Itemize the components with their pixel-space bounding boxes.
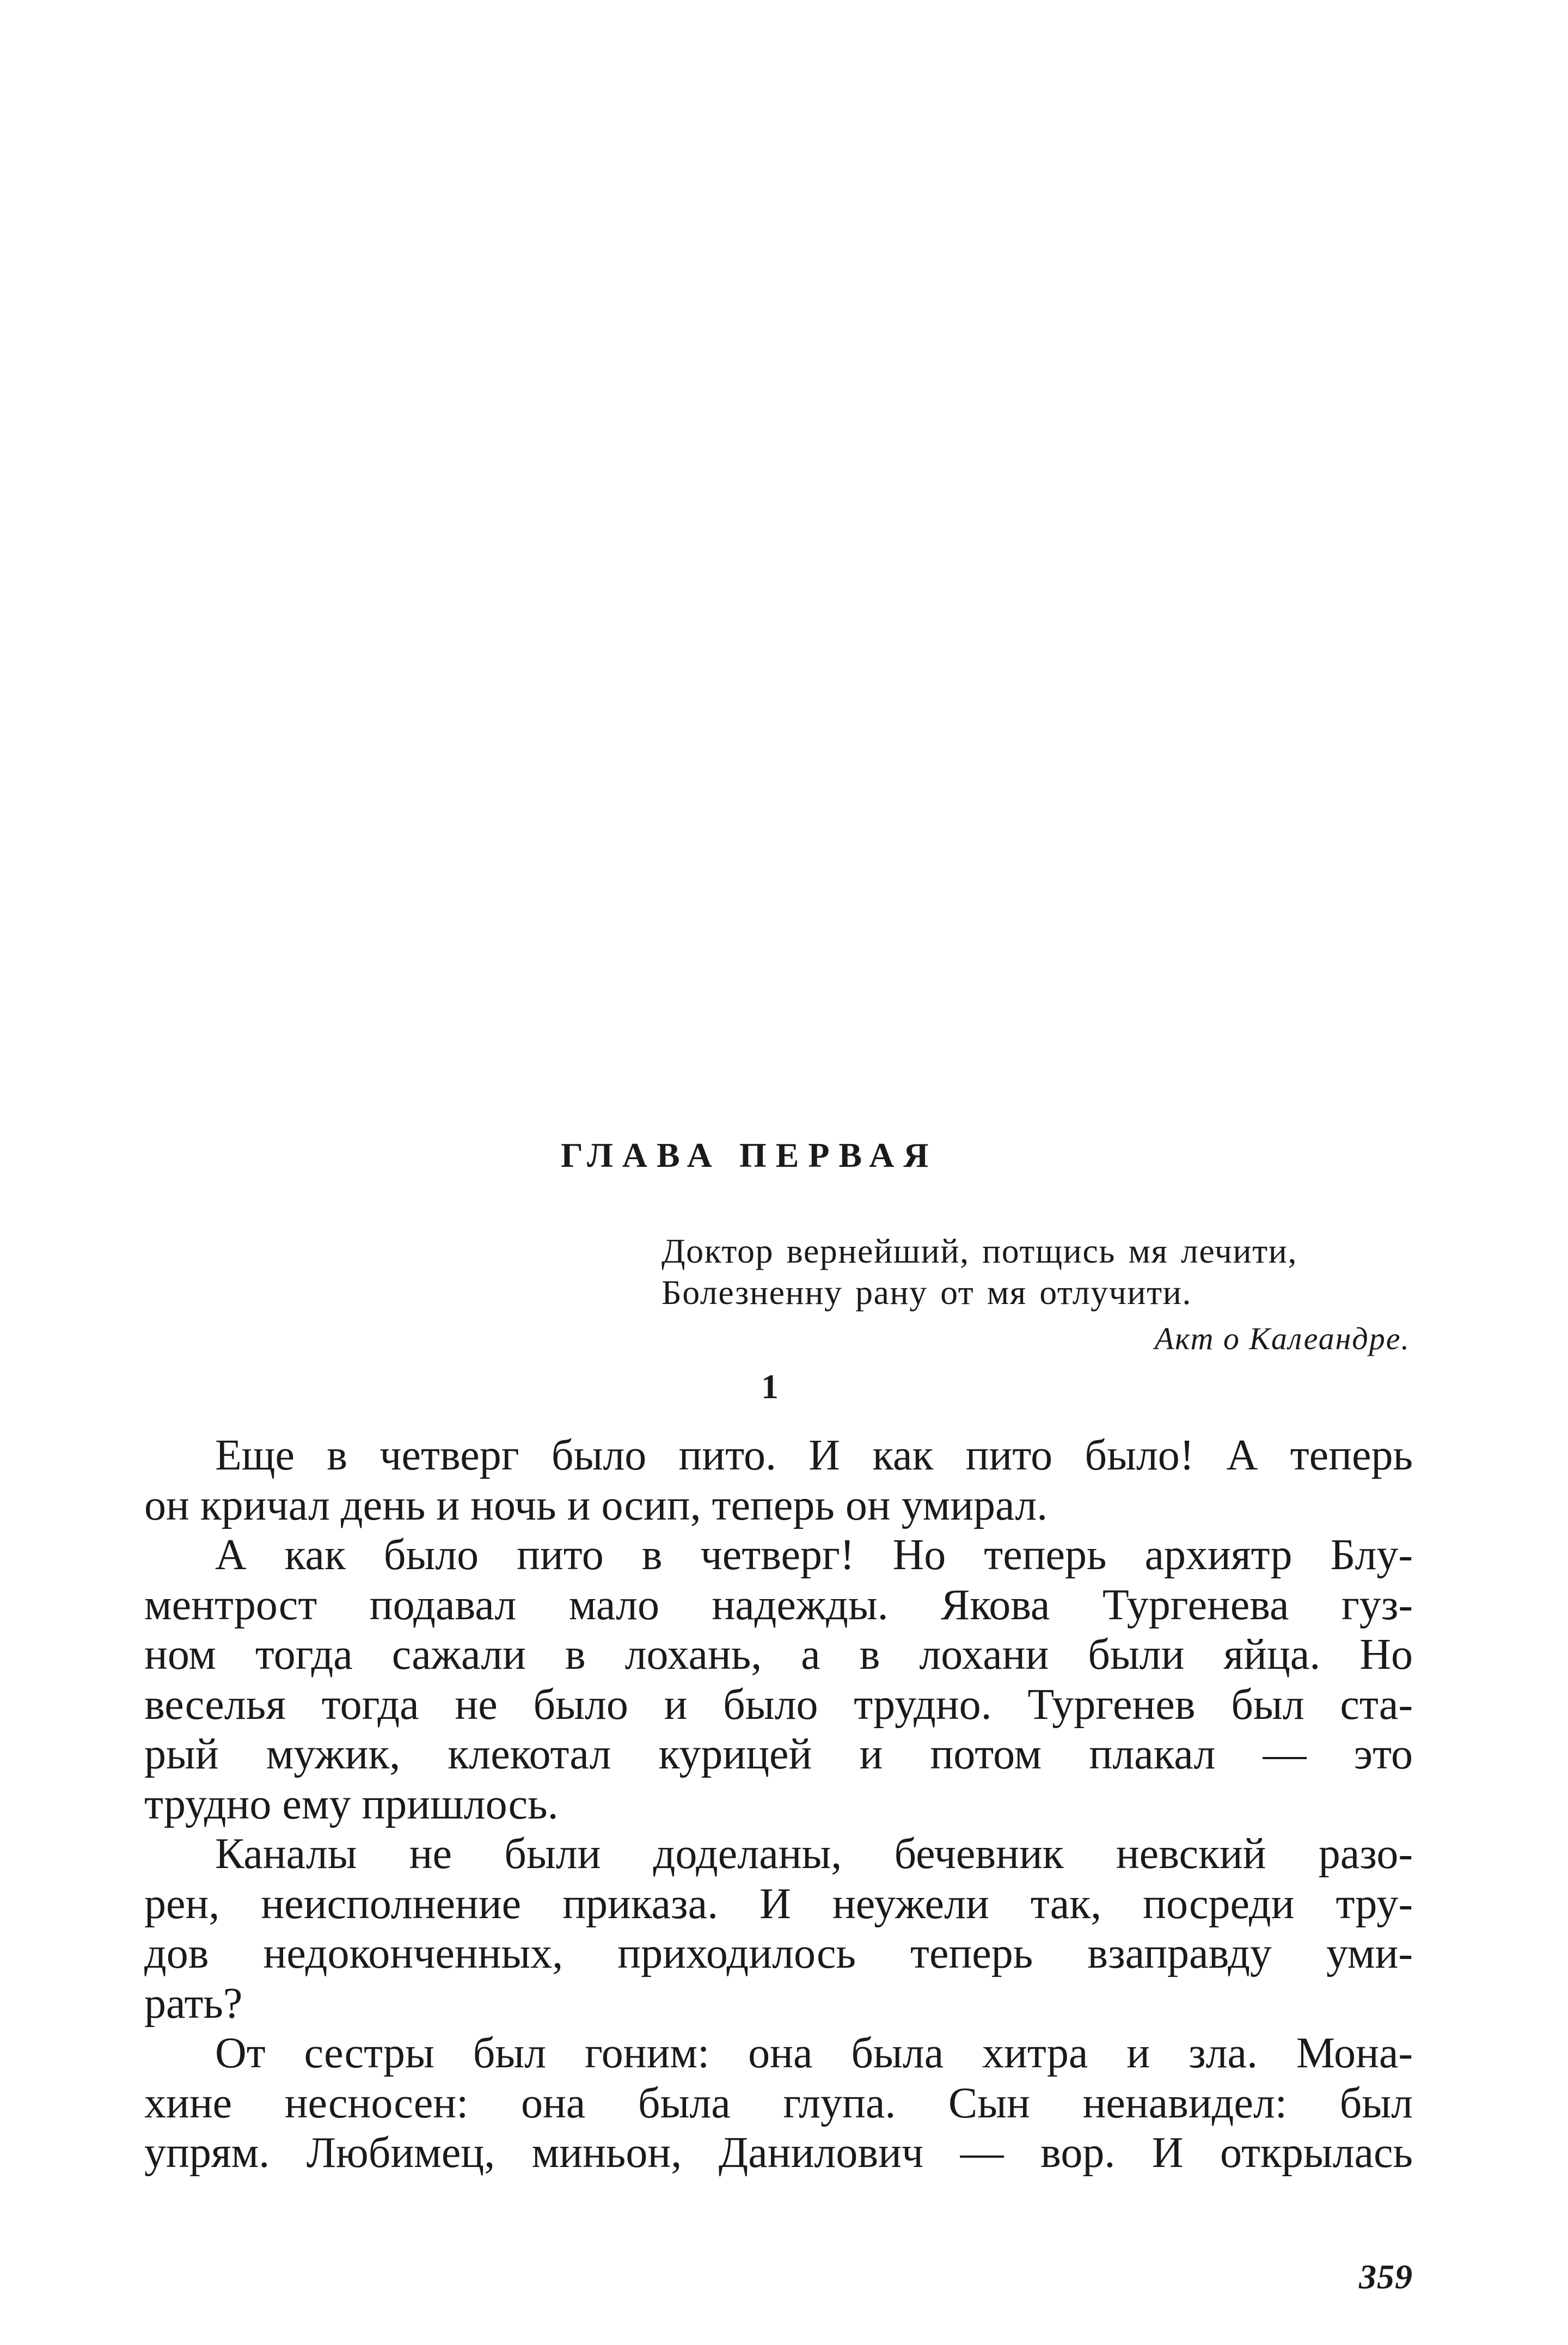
paragraph-line: он кричал день и ночь и осип, теперь он умирал. bbox=[144, 1481, 1048, 1529]
paragraph-line: Еще в четверг было пито. И как пито было! А теперь bbox=[215, 1431, 1413, 1479]
paragraph-line: рен, неисполнение приказа. И неужели так, посреди тру- bbox=[144, 1879, 1413, 1928]
paragraph-line: дов недоконченных, приходилось теперь взаправду уми- bbox=[144, 1930, 1413, 1977]
chapter-title: ГЛАВА ПЕРВАЯ bbox=[561, 1136, 938, 1174]
paragraph-line: ментрост подавал мало надежды. Якова Тургенева гуз- bbox=[144, 1581, 1413, 1629]
paragraph-line: упрям. Любимец, миньон, Данилович — вор. И открылась bbox=[144, 2129, 1413, 2177]
epigraph-source: Акт о Калеандре. bbox=[1154, 1321, 1410, 1356]
epigraph bbox=[661, 1230, 1413, 1313]
paragraph-line: ном тогда сажали в лохань, а в лохани были яйца. Но bbox=[144, 1631, 1413, 1679]
paragraph-line: рать? bbox=[144, 1979, 243, 2028]
section-number: 1 bbox=[761, 1367, 779, 1406]
epigraph-line: Доктор вернейший, потщись мя лечити, bbox=[661, 1232, 1297, 1270]
body-text bbox=[144, 1431, 1413, 2178]
epigraph-line: Болезненну рану от мя отлучити. bbox=[661, 1273, 1192, 1312]
paragraph-line: От сестры был гоним: она была хитра и зла. Мона- bbox=[215, 2029, 1413, 2077]
paragraph-line: трудно ему пришлось. bbox=[144, 1780, 559, 1828]
paragraph-line: Каналы не были доделаны, бечевник невский разо- bbox=[215, 1830, 1413, 1878]
paragraph-line: А как было пито в четверг! Но теперь архиятр Блу- bbox=[215, 1531, 1413, 1579]
paragraph-line: веселья тогда не было и было трудно. Тургенев был ста- bbox=[144, 1680, 1413, 1729]
paragraph-line: хине несносен: она была глупа. Сын ненавидел: был bbox=[144, 2079, 1413, 2127]
paragraph-line: рый мужик, клекотал курицей и потом плакал — это bbox=[144, 1730, 1413, 1778]
page-number: 359 bbox=[1359, 2257, 1413, 2296]
